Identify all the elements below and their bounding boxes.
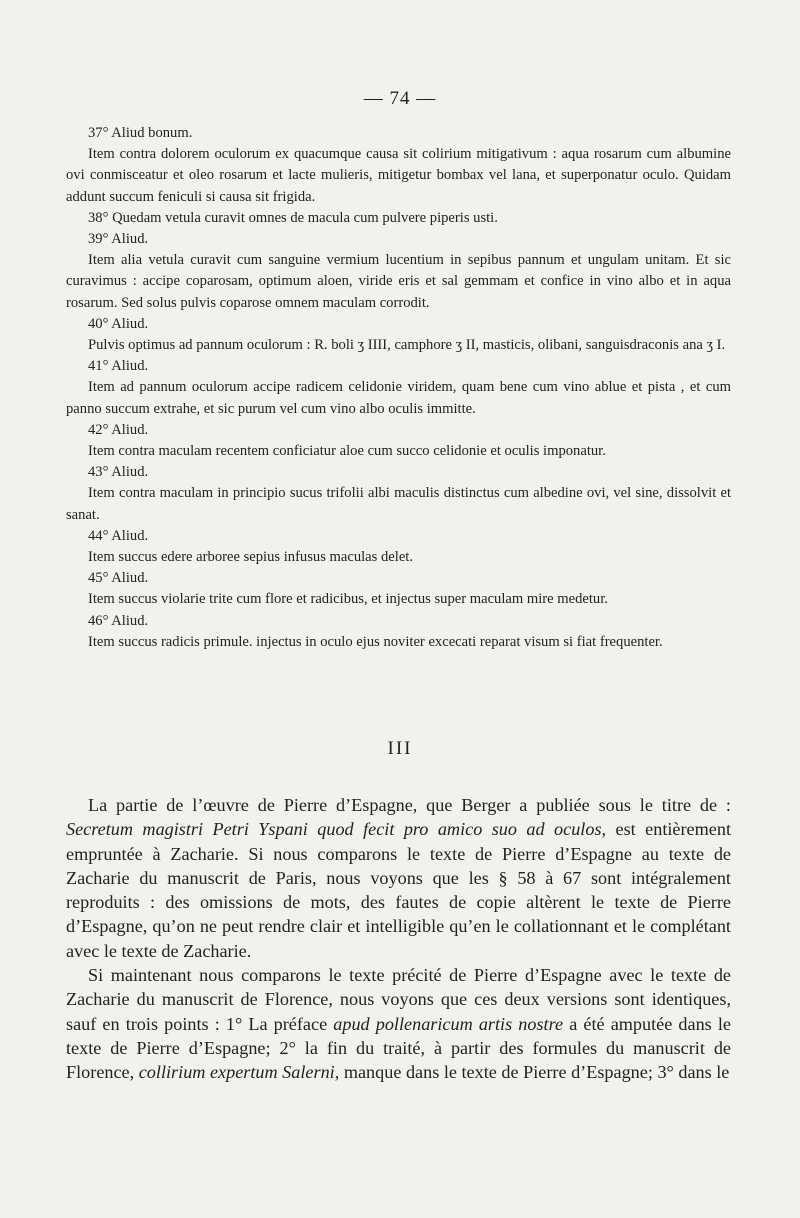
paragraph-text: La partie de l’œuvre de Pierre d’Espagne, que Berger a publiée sous le titre de :	[88, 795, 731, 815]
recipe-heading: 42° Aliud.	[88, 421, 149, 438]
recipe-text: Pulvis optimus ad pannum oculorum : R. boli ʒ IIII, camphore ʒ II, masticis, olibani, sanguisdraconis ana ʒ I.	[88, 337, 726, 354]
italic-title: Secretum magistri Petri Yspani quod fecit pro amico suo ad oculos,	[66, 819, 607, 840]
recipe-text: Item contra maculam recentem conficiatur aloe cum succo celidonie et oculis imponatur.	[88, 443, 606, 460]
recipe-heading: 38° Quedam vetula curavit omnes de macula cum pulvere piperis usti.	[88, 209, 498, 226]
recipe-text: Item succus edere arboree sepius infusus maculas delet.	[88, 549, 413, 566]
italic-quote: collirium expertum Salerni,	[138, 1062, 340, 1083]
recipe-text: Item succus radicis primule. injectus in oculo ejus noviter excecati reparat visum si fiat frequenter.	[88, 633, 663, 650]
recipe-text: Item contra dolorem oculorum ex quacumque causa sit colirium mitigativum : aqua rosarum cum albumine ovi conmisceatur et oleo rosarum et lacte mulieris, mitigetur bombax vel lana, et superponatur oculo. Quidam addunt succum feniculi si causa sit frigida.	[66, 146, 731, 205]
recipe-text: Item succus violarie trite cum flore et radicibus, et injectus super maculam mire medetur.	[88, 591, 608, 608]
recipe-text: Item ad pannum oculorum accipe radicem celidonie viridem, quam bene cum vino ablue et pista , et cum panno succum extrahe, et sic purum vel cum vino albo oculis immitte.	[66, 379, 731, 417]
recipe-heading: 37° Aliud bonum.	[88, 125, 193, 141]
recipe-heading: 45° Aliud.	[88, 570, 149, 587]
commentary-paragraph-1	[66, 793, 731, 963]
recipe-heading: 41° Aliud.	[88, 358, 149, 375]
paragraph-text: a été amputée dans le texte de Pierre d’Espagne; 2° la fin du traité, à partir des formules du manuscrit de Florence,	[66, 1013, 731, 1083]
recipe-heading: 46° Aliud.	[88, 612, 149, 629]
recipe-heading: 40° Aliud.	[88, 315, 149, 332]
recipe-text: Item alia vetula curavit cum sanguine vermium lucentium in sepibus pannum et ungulam unitam. Et sic curavimus : accipe coparosam, optimum aloen, viride eris et sal gemmam et confice in vino albo et in aqua rosarum. Sed solus pulvis coparose omnem maculam corrodit.	[66, 252, 731, 311]
paragraph-text: manque dans le texte de Pierre d’Espagne; 3° dans le	[339, 1062, 730, 1083]
paragraph-text: est entièrement empruntée à Zacharie. Si nous comparons le texte de Pierre d’Espagne au texte de Zacharie du manuscrit de Paris, nous voyons que les § 58 à 67 sont intégralement reproduits : des omissions de mots, des fautes de copie altèrent le texte de Pierre d’Espagne, qu’on ne peut rendre clair et intelligible qu’en le collationnant et le complétant avec le texte de Zacharie.	[66, 819, 731, 961]
recipe-heading: 43° Aliud.	[88, 464, 149, 481]
commentary-text	[66, 793, 731, 1085]
recipe-text: Item contra maculam in principio sucus trifolii albi maculis distinctus cum albedine ovi, vel sine, dissolvit et sanat.	[66, 485, 731, 523]
commentary-paragraph-2	[66, 963, 731, 1084]
recipe-list	[66, 123, 731, 653]
recipe-heading: 39° Aliud.	[88, 231, 149, 248]
page-number: — 74 —	[363, 88, 437, 109]
paragraph-text: Si maintenant nous comparons le texte précité de Pierre d’Espagne avec le texte de Zacharie du manuscrit de Florence, nous voyons que ces deux versions sont identiques, sauf en trois points : 1° La préface	[66, 965, 731, 1034]
recipe-heading: 44° Aliud.	[88, 527, 149, 544]
italic-quote: apud pollenaricum artis nostre	[333, 1013, 564, 1034]
section-number: III	[387, 738, 413, 759]
